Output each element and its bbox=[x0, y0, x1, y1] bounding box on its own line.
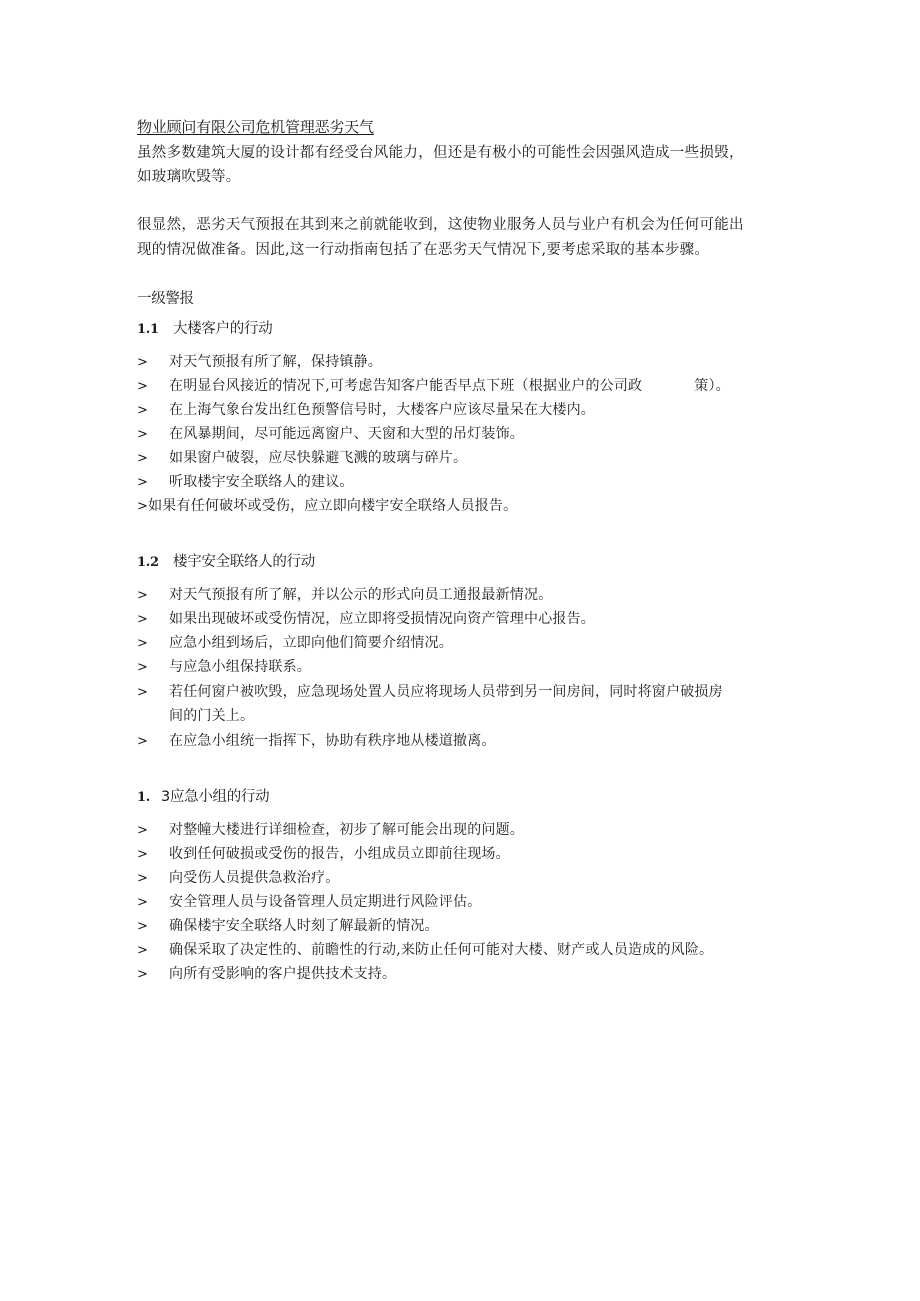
chevron-icon: > bbox=[137, 451, 149, 466]
intro-paragraph-2-line-2: 现的情况做准备。因此,这一行动指南包括了在恶劣天气情况下,要考虑采取的基本步骤。 bbox=[137, 242, 710, 258]
list-item bbox=[137, 375, 730, 395]
chevron-icon: > bbox=[137, 403, 149, 418]
section-1-heading bbox=[137, 317, 272, 338]
list-item-text: 如果窗户破裂，应尽快躲避飞溅的玻璃与碎片。 bbox=[169, 450, 468, 466]
list-item-text: 对整幢大楼进行详细检查，初步了解可能会出现的问题。 bbox=[169, 822, 524, 838]
chevron-icon: > bbox=[137, 499, 149, 514]
list-item bbox=[137, 399, 595, 419]
chevron-icon: > bbox=[137, 823, 149, 838]
chevron-icon: > bbox=[137, 895, 149, 910]
list-item-text: 在风暴期间，尽可能远离窗户、天窗和大型的吊灯装饰。 bbox=[169, 426, 524, 442]
chevron-icon: > bbox=[137, 943, 149, 958]
intro-paragraph-1-line-2: 如玻璃吹毁等。 bbox=[137, 169, 241, 185]
section-3-heading bbox=[137, 785, 269, 806]
section-title: 楼宇安全联络人的行动 bbox=[173, 554, 315, 570]
list-item bbox=[137, 730, 496, 750]
section-2-heading bbox=[137, 550, 315, 571]
list-item-text: 对天气预报有所了解，保持镇静。 bbox=[169, 354, 382, 370]
chevron-icon: > bbox=[137, 685, 149, 700]
section-number: 1.2 bbox=[137, 555, 159, 570]
list-item-text: 应急小组到场后，立即向他们简要介绍情况。 bbox=[169, 635, 453, 651]
list-item bbox=[137, 423, 524, 443]
list-item bbox=[137, 843, 510, 863]
chevron-icon: > bbox=[137, 919, 149, 934]
chevron-icon: > bbox=[137, 475, 149, 490]
chevron-icon: > bbox=[137, 612, 149, 627]
chevron-icon: > bbox=[137, 379, 149, 394]
section-number: 1.1 bbox=[137, 322, 159, 337]
level-heading: 一级警报 bbox=[137, 291, 194, 307]
list-item-text: 确保楼宇安全联络人时刻了解最新的情况。 bbox=[169, 918, 439, 934]
list-item bbox=[137, 867, 339, 887]
chevron-icon: > bbox=[137, 427, 149, 442]
list-item bbox=[137, 632, 453, 652]
list-item-text: 向受伤人员提供急救治疗。 bbox=[169, 870, 340, 886]
list-item-text: 与应急小组保持联系。 bbox=[169, 659, 311, 675]
section-title: 3应急小组的行动 bbox=[161, 789, 270, 805]
list-item bbox=[137, 584, 552, 604]
list-item bbox=[137, 891, 481, 911]
chevron-icon: > bbox=[137, 588, 149, 603]
list-item-text: 在上海气象台发出红色预警信号时，大楼客户应该尽量呆在大楼内。 bbox=[169, 402, 595, 418]
list-item bbox=[137, 915, 439, 935]
list-item-text: 如果有任何破坏或受伤，应立即向楼宇安全联络人员报告。 bbox=[148, 498, 518, 514]
intro-paragraph-1-line-1: 虽然多数建筑大厦的设计都有经受台风能力，但还是有极小的可能性会因强风造成一些损毁， bbox=[137, 145, 744, 161]
list-item bbox=[137, 471, 354, 491]
list-item-text: 在明显台风接近的情况下,可考虑告知客户能否早点下班（根据业户的公司政 bbox=[169, 378, 643, 394]
chevron-icon: > bbox=[137, 734, 149, 749]
list-item-text: 收到任何破损或受伤的报告，小组成员立即前往现场。 bbox=[169, 846, 510, 862]
list-item bbox=[137, 963, 396, 983]
chevron-icon: > bbox=[137, 636, 149, 651]
chevron-icon: > bbox=[137, 847, 149, 862]
list-item bbox=[137, 819, 524, 839]
list-item-text: 确保采取了决定性的、前瞻性的行动,来防止任何可能对大楼、财产或人员造成的风险。 bbox=[169, 942, 714, 958]
list-item-text: 对天气预报有所了解，并以公示的形式向员工通报最新情况。 bbox=[169, 587, 553, 603]
intro-paragraph-2-line-1: 很显然，恶劣天气预报在其到来之前就能收到，这使物业服务人员与业户有机会为任何可能出 bbox=[137, 217, 744, 233]
list-item bbox=[137, 656, 311, 676]
list-item bbox=[137, 939, 713, 959]
list-item bbox=[137, 608, 595, 628]
list-item bbox=[137, 351, 382, 371]
list-item-text: 向所有受影响的客户提供技术支持。 bbox=[169, 966, 397, 982]
section-title: 大楼客户的行动 bbox=[173, 321, 273, 337]
list-item-text: 如果出现破坏或受伤情况，应立即将受损情况向资产管理中心报告。 bbox=[169, 611, 595, 627]
list-item bbox=[137, 447, 467, 467]
list-item bbox=[137, 681, 723, 701]
list-item-text: 在应急小组统一指挥下，协助有秩序地从楼道撤离。 bbox=[169, 733, 496, 749]
chevron-icon: > bbox=[137, 871, 149, 886]
chevron-icon: > bbox=[137, 660, 149, 675]
list-item-text: 安全管理人员与设备管理人员定期进行风险评估。 bbox=[169, 894, 482, 910]
section-number: 1. bbox=[137, 790, 150, 805]
chevron-icon: > bbox=[137, 355, 149, 370]
list-item-continuation: 间的门关上。 bbox=[169, 708, 255, 724]
list-item-text: 听取楼宇安全联络人的建议。 bbox=[169, 474, 354, 490]
list-item-text: 若任何窗户被吹毁，应急现场处置人员应将现场人员带到另一间房间，同时将窗户破损房 bbox=[169, 684, 723, 700]
list-item-text-tail: 策）。 bbox=[694, 378, 730, 394]
document-title: 物业顾问有限公司危机管理恶劣天气 bbox=[137, 118, 374, 136]
chevron-icon: > bbox=[137, 967, 149, 982]
list-item bbox=[137, 495, 517, 515]
